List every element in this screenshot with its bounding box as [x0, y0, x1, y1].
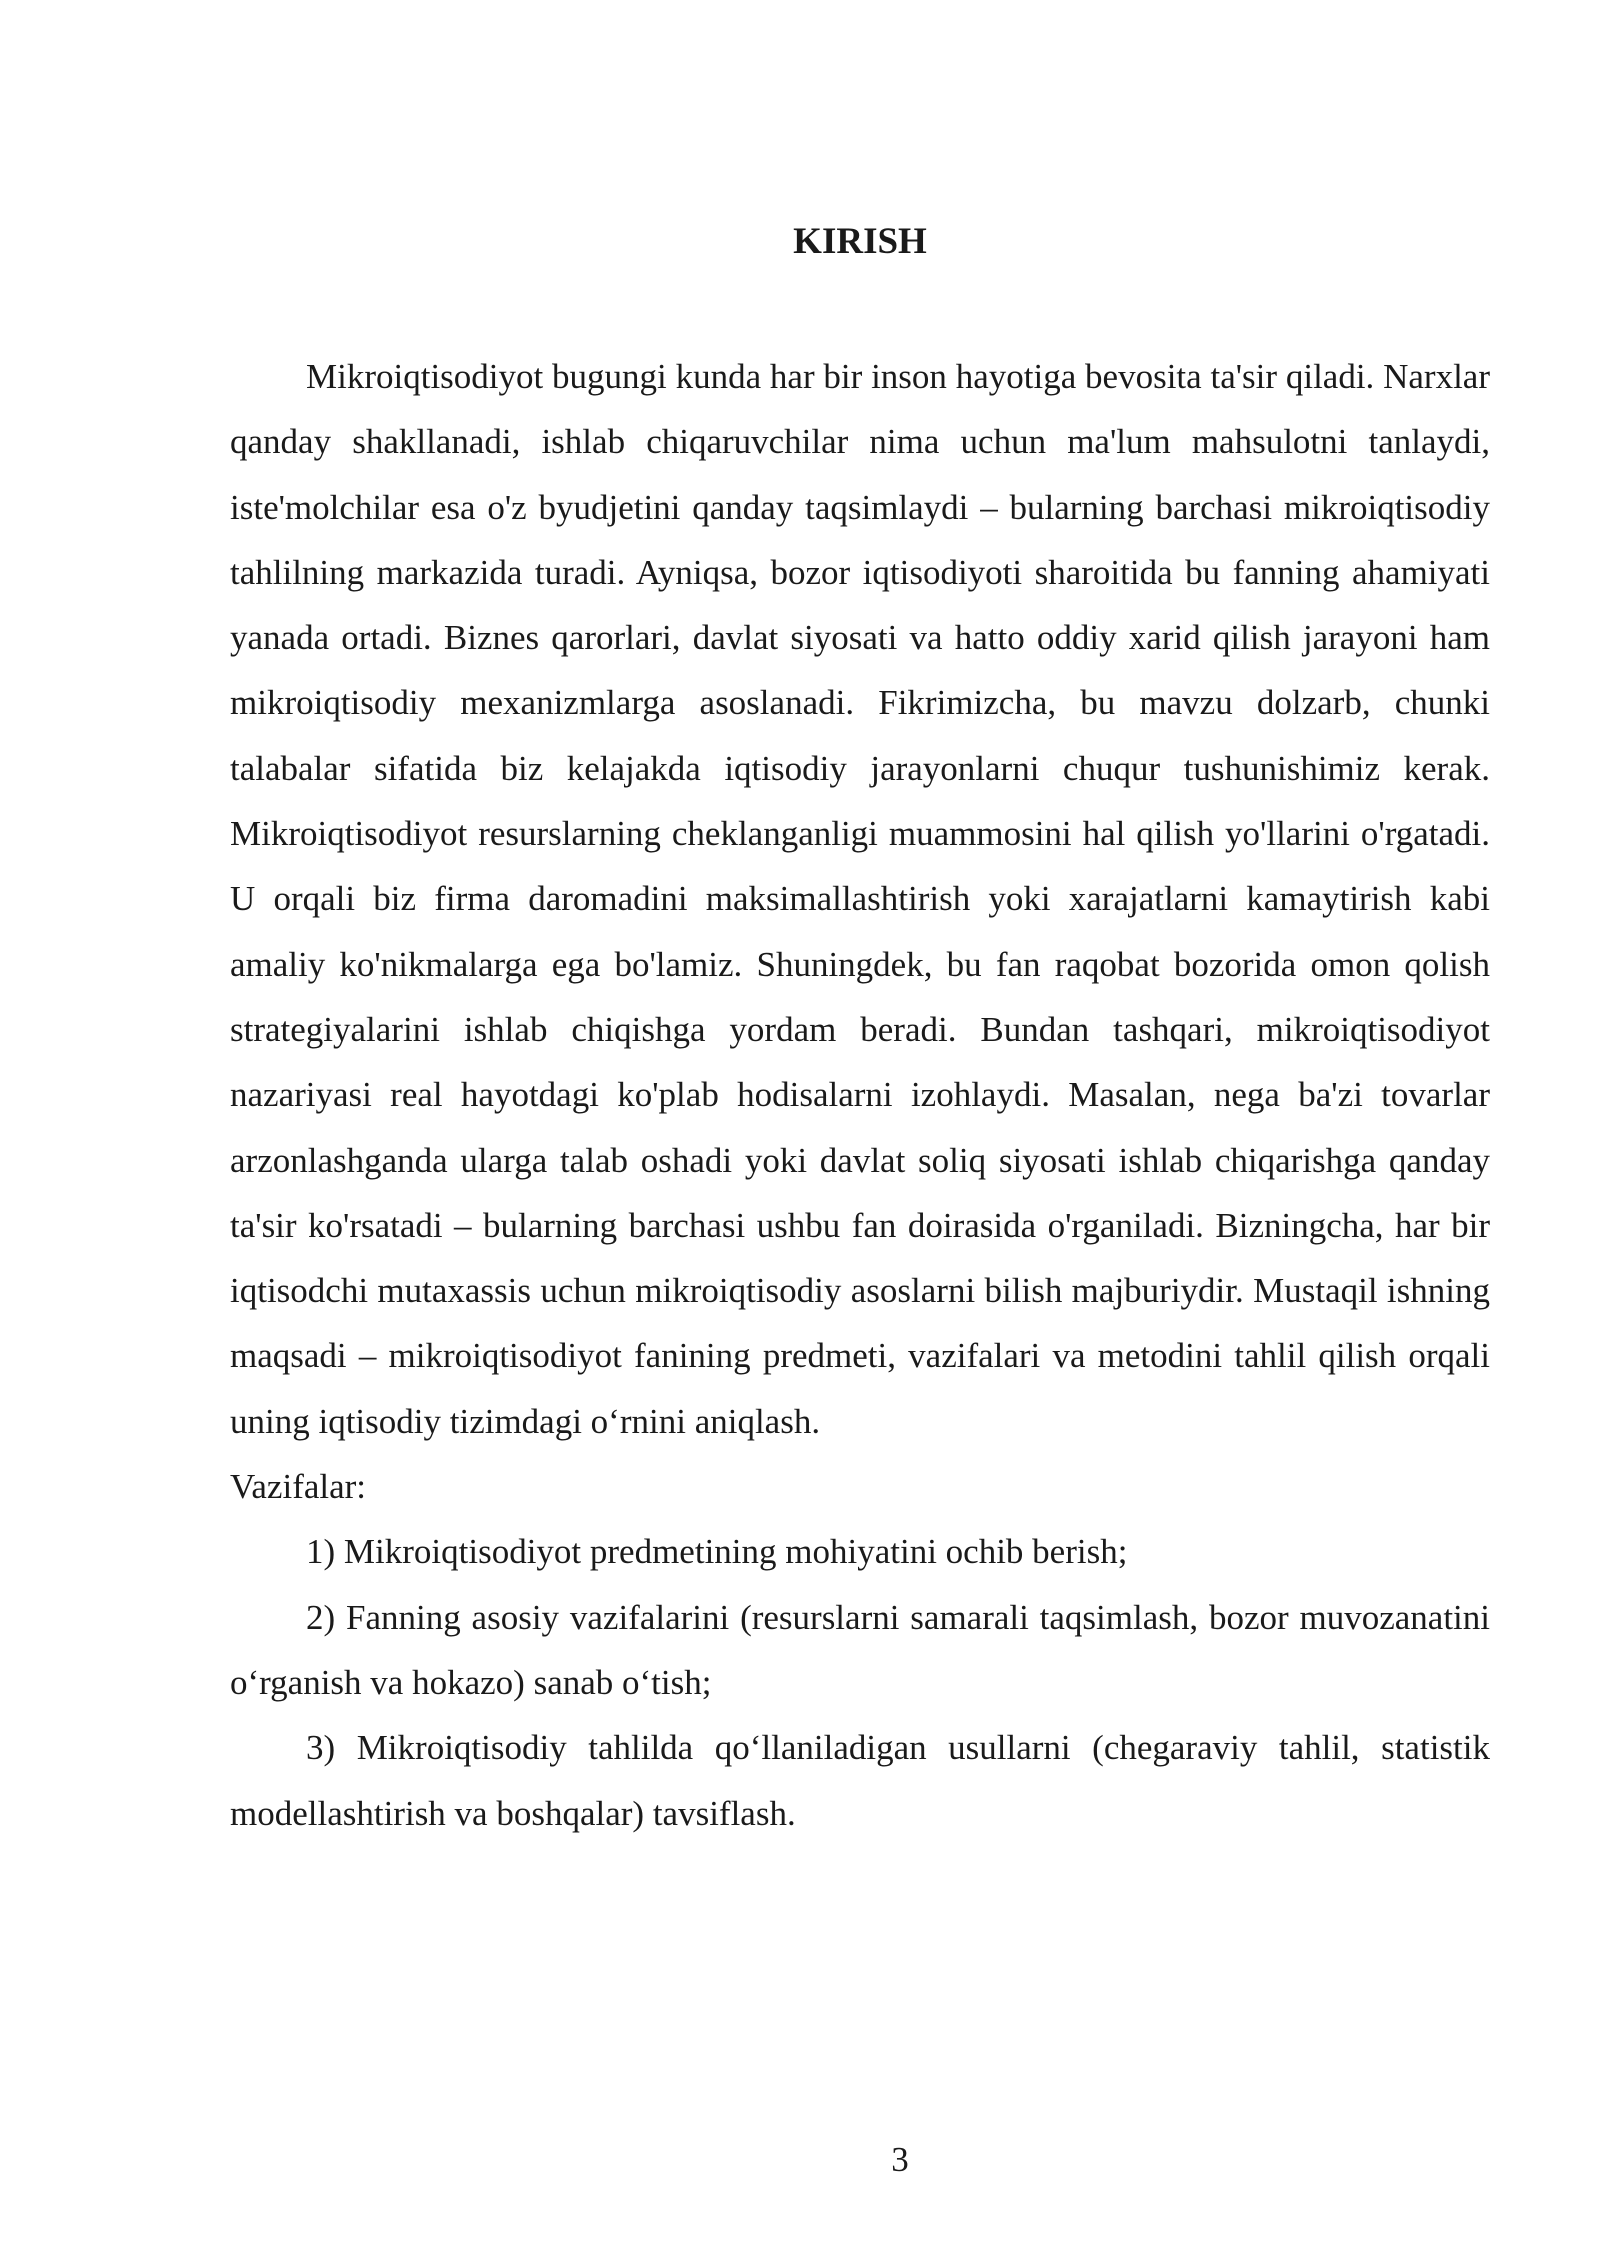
section-heading: KIRISH [793, 221, 927, 262]
task-item-1: 1) Mikroiqtisodiyot predmetining mohiyatini ochib berish; [306, 1532, 1128, 1572]
task-item-3: 3) Mikroiqtisodiy tahlilda qoʻllaniladigan usullarni (chegaraviy tahlil, statistik modellashtirish va boshqalar) tavsiflash. [230, 1728, 1490, 1833]
body-text [230, 344, 1490, 1846]
task-item-2: 2) Fanning asosiy vazifalarini (resurslarni samarali taqsimlash, bozor muvozanatini oʻrganish va hokazo) sanab oʻtish; [230, 1597, 1490, 1702]
tasks-label: Vazifalar: [230, 1467, 367, 1507]
intro-paragraph: Mikroiqtisodiyot bugungi kunda har bir inson hayotiga bevosita ta'sir qiladi. Narxlar qanday shakllanadi, ishlab chiqaruvchilar nima uchun ma'lum mahsulotni tanlaydi, iste'molchilar esa o'z byudjetini qanday taqsimlaydi – bularning barchasi mikroiqtisodiy tahlilning markazida turadi. Ayniqsa, bozor iqtisodiyoti sharoitida bu fanning ahamiyati yanada ortadi. Biznes qarorlari, davlat siyosati va hatto oddiy xarid qilish jarayoni ham mikroiqtisodiy mexanizmlarga asoslanadi. Fikrimizcha, bu mavzu dolzarb, chunki talabalar sifatida biz kelajakda iqtisodiy jarayonlarni chuqur tushunishimiz kerak. Mikroiqtisodiyot resurslarning cheklanganligi muammosini hal qilish yo'llarini o'rgatadi. U orqali biz firma daromadini maksimallashtirish yoki xarajatlarni kamaytirish kabi amaliy ko'nikmalarga ega bo'lamiz. Shuningdek, bu fan raqobat bozorida omon qolish strategiyalarini ishlab chiqishga yordam beradi. Bundan tashqari, mikroiqtisodiyot nazariyasi real hayotdagi ko'plab hodisalarni izohlaydi. Masalan, nega ba'zi tovarlar arzonlashganda ularga talab oshadi yoki davlat soliq siyosati ishlab chiqarishga qanday ta'sir ko'rsatadi – bularning barchasi ushbu fan doirasida o'rganiladi. Bizningcha, har bir iqtisodchi mutaxassis uchun mikroiqtisodiy asoslarni bilish majburiydir. Mustaqil ishning maqsadi – mikroiqtisodiyot fanining predmeti, vazifalari va metodini tahlil qilish orqali uning iqtisodiy tizimdagi oʻrnini aniqlash. [230, 357, 1490, 1441]
page-number: 3 [891, 2140, 909, 2179]
